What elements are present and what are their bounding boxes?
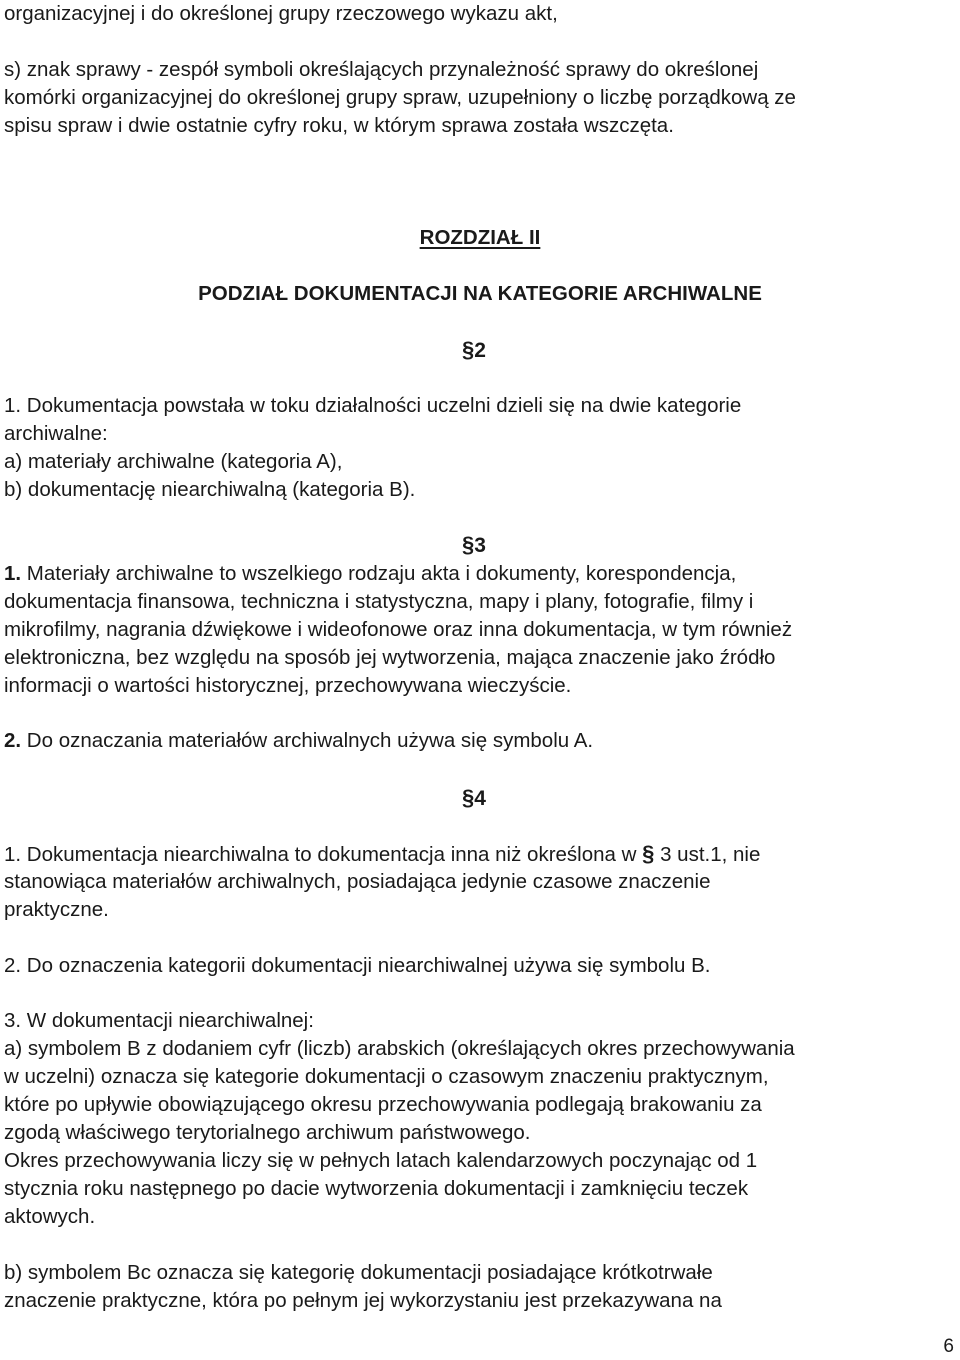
paragraph-line: stycznia roku następnego po dacie wytworzenia dokumentacji i zamknięciu teczek bbox=[4, 1177, 749, 1200]
paragraph-line: Okres przechowywania liczy się w pełnych latach kalendarzowych poczynając od 1 bbox=[4, 1149, 758, 1172]
section-number: 2 bbox=[474, 339, 486, 362]
paragraph-line: dokumentacja finansowa, techniczna i statystyczna, mapy i plany, fotografie, filmy i bbox=[4, 590, 754, 613]
paragraph-line bbox=[4, 842, 760, 867]
paragraph-line: spisu spraw i dwie ostatnie cyfry roku, w którym sprawa została wszczęta. bbox=[4, 114, 674, 137]
section-number: 3 bbox=[474, 534, 486, 557]
list-item: b) dokumentację niearchiwalną (kategoria B). bbox=[4, 478, 416, 501]
chapter-title: PODZIAŁ DOKUMENTACJI NA KATEGORIE ARCHIWALNE bbox=[198, 282, 762, 305]
paragraph-line: s) znak sprawy - zespół symboli określających przynależność sprawy do określonej bbox=[4, 58, 759, 81]
item-number: 1. bbox=[4, 562, 22, 585]
section-symbol: § bbox=[462, 337, 475, 362]
list-item: a) materiały archiwalne (kategoria A), bbox=[4, 450, 343, 473]
paragraph-line: zgodą właściwego terytorialnego archiwum państwowego. bbox=[4, 1121, 531, 1144]
paragraph-line: archiwalne: bbox=[4, 422, 108, 445]
section-symbol: § bbox=[642, 841, 655, 866]
section-number: 4 bbox=[474, 787, 486, 810]
paragraph-line: informacji o wartości historycznej, przechowywana wieczyście. bbox=[4, 674, 572, 697]
paragraph-line bbox=[4, 729, 593, 753]
paragraph-line: mikrofilmy, nagrania dźwiękowe i wideofonowe oraz inna dokumentacja, w tym również bbox=[4, 618, 793, 641]
paragraph-line: 2. Do oznaczenia kategorii dokumentacji niearchiwalnej używa się symbolu B. bbox=[4, 954, 711, 977]
item-text: Materiały archiwalne to wszelkiego rodzaju akta i dokumenty, korespondencja, bbox=[21, 562, 737, 585]
chapter-heading bbox=[0, 226, 960, 250]
section-heading-3 bbox=[462, 533, 486, 558]
page-number: 6 bbox=[943, 1336, 954, 1357]
paragraph-line: znaczenie praktyczne, która po pełnym jej wykorzystaniu jest przekazywana na bbox=[4, 1289, 722, 1312]
paragraph-line: stanowiąca materiałów archiwalnych, posiadająca jedynie czasowe znaczenie bbox=[4, 870, 711, 893]
paragraph-line: praktyczne. bbox=[4, 898, 109, 921]
section-heading-4 bbox=[462, 786, 486, 811]
section-symbol: § bbox=[462, 785, 475, 810]
paragraph-line: elektroniczna, bez względu na sposób jej wytworzenia, mająca znaczenie jako źródło bbox=[4, 646, 776, 669]
paragraph-line: aktowych. bbox=[4, 1205, 96, 1228]
section-heading-2 bbox=[462, 338, 486, 363]
paragraph-line: organizacyjnej i do określonej grupy rzeczowego wykazu akt, bbox=[4, 2, 558, 25]
paragraph-line: b) symbolem Bc oznacza się kategorię dokumentacji posiadające krótkotrwałe bbox=[4, 1261, 713, 1284]
item-text: 3 ust.1, nie bbox=[654, 843, 761, 866]
section-symbol: § bbox=[462, 532, 475, 557]
paragraph-line: a) symbolem B z dodaniem cyfr (liczb) arabskich (określających okres przechowywania bbox=[4, 1037, 795, 1060]
paragraph-line: 1. Dokumentacja powstała w toku działalności uczelni dzieli się na dwie kategorie bbox=[4, 394, 742, 417]
paragraph-line bbox=[4, 562, 736, 586]
paragraph-line: 3. W dokumentacji niearchiwalnej: bbox=[4, 1009, 314, 1032]
paragraph-line: w uczelni) oznacza się kategorie dokumentacji o czasowym znaczeniu praktycznym, bbox=[4, 1065, 769, 1088]
chapter-number: ROZDZIAŁ II bbox=[419, 226, 541, 249]
item-text: Do oznaczania materiałów archiwalnych używa się symbolu A. bbox=[21, 729, 594, 752]
paragraph-line: które po upływie obowiązującego okresu przechowywania podlegają brakowaniu za bbox=[4, 1093, 762, 1116]
paragraph-line: komórki organizacyjnej do określonej grupy spraw, uzupełniony o liczbę porządkową ze bbox=[4, 86, 796, 109]
item-text: 1. Dokumentacja niearchiwalna to dokumentacja inna niż określona w bbox=[4, 843, 643, 866]
item-number: 2. bbox=[4, 729, 22, 752]
